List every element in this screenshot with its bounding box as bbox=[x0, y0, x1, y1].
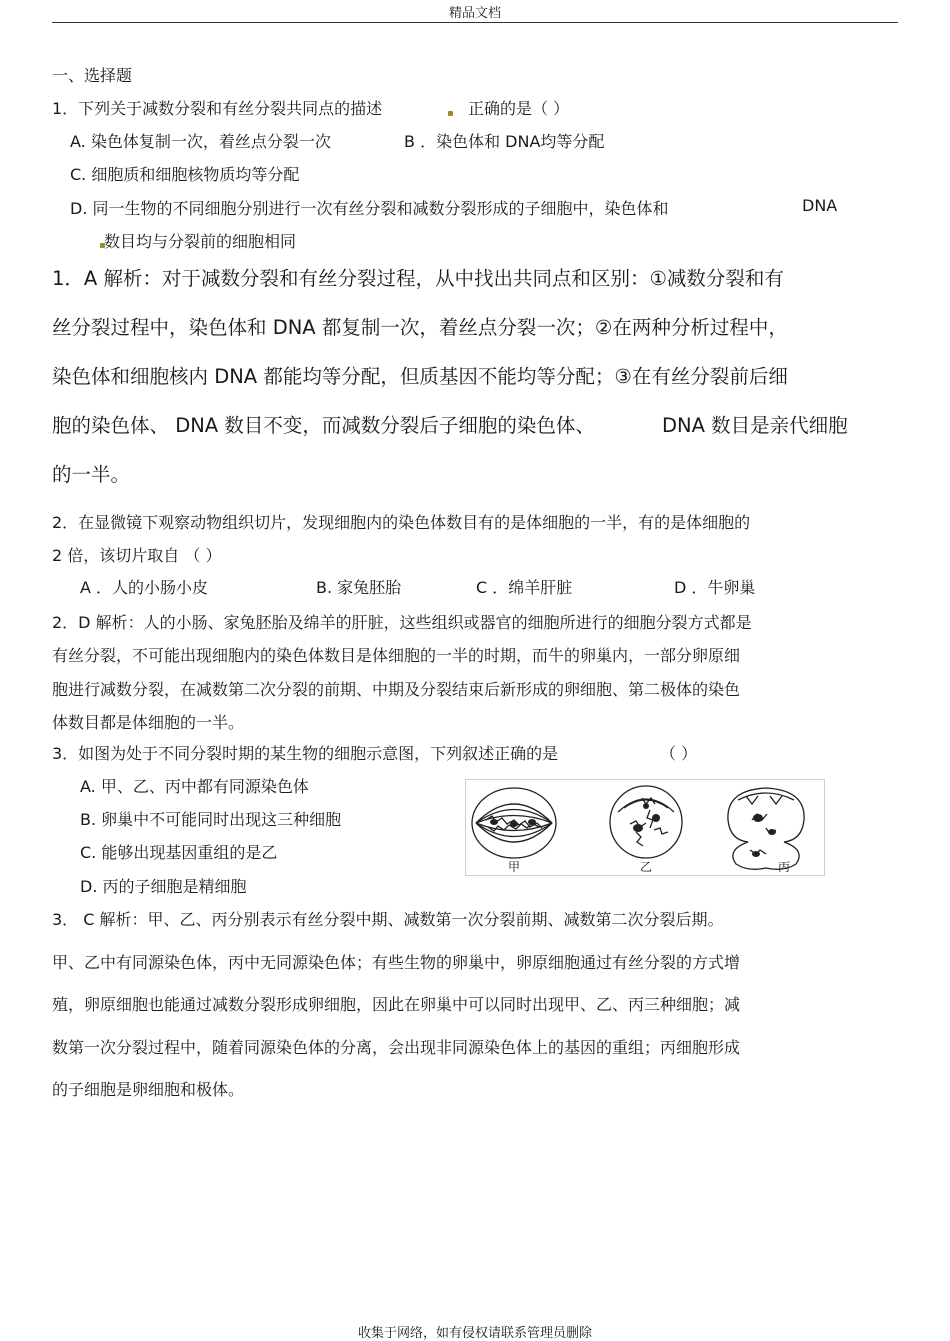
a1-line1: 1．A 解析：对于减数分裂和有丝分裂过程，从中找出共同点和区别：①减数分裂和有 bbox=[52, 267, 784, 290]
q3-stem: 3．如图为处于不同分裂时期的某生物的细胞示意图，下列叙述正确的是 bbox=[52, 744, 559, 763]
artifact-mark bbox=[448, 111, 453, 116]
page-footer: 收集于网络，如有侵权请联系管理员删除 bbox=[357, 1326, 592, 1341]
q1-stem-tail: 正确的是（ ） bbox=[468, 99, 570, 118]
q1-option-d-line2: 数目均与分裂前的细胞相同 bbox=[104, 232, 297, 251]
q3-option-a: A. 甲、乙、丙中都有同源染色体 bbox=[80, 777, 309, 796]
a3-line3: 殖，卵原细胞也能通过减数分裂形成卵细胞，因此在卵巢中可以同时出现甲、乙、丙三种细胞；减 bbox=[52, 995, 741, 1014]
fig-label-yi: 乙 bbox=[640, 860, 653, 874]
a2-line2: 有丝分裂，不可能出现细胞内的染色体数目是体细胞的一半的时期，而牛的卵巢内，一部分卵原细 bbox=[52, 646, 741, 665]
page-header: 精品文档 bbox=[448, 6, 501, 21]
q1-option-c: C. 细胞质和细胞核物质均等分配 bbox=[70, 165, 300, 184]
a2-line1: 2．D 解析：人的小肠、家兔胚胎及绵羊的肝脏，这些组织或器官的细胞所进行的细胞分裂方式都是 bbox=[52, 613, 752, 632]
q3-option-c: C. 能够出现基因重组的是乙 bbox=[80, 843, 278, 862]
section-title: 一、选择题 bbox=[52, 66, 133, 85]
q3-option-b: B. 卵巢中不可能同时出现这三种细胞 bbox=[80, 810, 342, 829]
a1-line4b: DNA 数目是亲代细胞 bbox=[662, 414, 848, 437]
a3-line4: 数第一次分裂过程中，随着同源染色体的分离，会出现非同源染色体上的基因的重组；丙细胞形成 bbox=[52, 1038, 741, 1057]
cell-yi bbox=[610, 786, 682, 858]
a1-line3: 染色体和细胞核内 DNA 都能均等分配，但质基因不能均等分配；③在有丝分裂前后细 bbox=[52, 365, 788, 388]
a1-line2: 丝分裂过程中，染色体和 DNA 都复制一次，着丝点分裂一次；②在两种分析过程中， bbox=[52, 316, 788, 339]
a2-line3: 胞进行减数分裂，在减数第二次分裂的前期、中期及分裂结束后新形成的卵细胞、第二极体的染色 bbox=[52, 680, 741, 699]
q2-option-d: D ．牛卵巢 bbox=[674, 578, 756, 597]
q1-option-d-tail: DNA bbox=[802, 196, 838, 215]
cell-division-figure bbox=[465, 779, 825, 876]
q1-option-b: B ．染色体和 DNA均等分配 bbox=[404, 132, 605, 151]
q1-stem: 1．下列关于减数分裂和有丝分裂共同点的描述 bbox=[52, 99, 383, 118]
fig-label-jia: 甲 bbox=[508, 860, 521, 874]
q2-option-a: A ．人的小肠小皮 bbox=[80, 578, 209, 597]
a2-line4: 体数目都是体细胞的一半。 bbox=[52, 713, 245, 732]
cell-bing bbox=[728, 788, 804, 869]
q2-option-c: C ．绵羊肝脏 bbox=[476, 578, 573, 597]
q1-option-a: A. 染色体复制一次，着丝点分裂一次 bbox=[70, 132, 331, 151]
q2-line2: 2 倍，该切片取自 （ ） bbox=[52, 546, 222, 565]
fig-label-bing: 丙 bbox=[778, 860, 791, 874]
a3-line2: 甲、乙中有同源染色体，丙中无同源染色体；有些生物的卵巢中，卵原细胞通过有丝分裂的方式增 bbox=[52, 953, 741, 972]
a1-line5: 的一半。 bbox=[52, 463, 131, 486]
q1-option-d-line1: D. 同一生物的不同细胞分别进行一次有丝分裂和减数分裂形成的子细胞中，染色体和 bbox=[70, 199, 669, 218]
header-rule bbox=[52, 22, 898, 23]
a3-line1: 3． C 解析：甲、乙、丙分别表示有丝分裂中期、减数第一次分裂前期、减数第二次分裂后期。 bbox=[52, 910, 724, 929]
q3-stem-tail: （ ） bbox=[660, 744, 698, 763]
a3-line5: 的子细胞是卵细胞和极体。 bbox=[52, 1080, 245, 1099]
q2-option-b: B. 家兔胚胎 bbox=[316, 578, 402, 597]
q3-option-d: D. 丙的子细胞是精细胞 bbox=[80, 877, 247, 896]
a1-line4a: 胞的染色体、 DNA 数目不变，而减数分裂后子细胞的染色体、 bbox=[52, 414, 595, 437]
q2-line1: 2．在显微镜下观察动物组织切片，发现细胞内的染色体数目有的是体细胞的一半，有的是体细胞的 bbox=[52, 513, 751, 532]
